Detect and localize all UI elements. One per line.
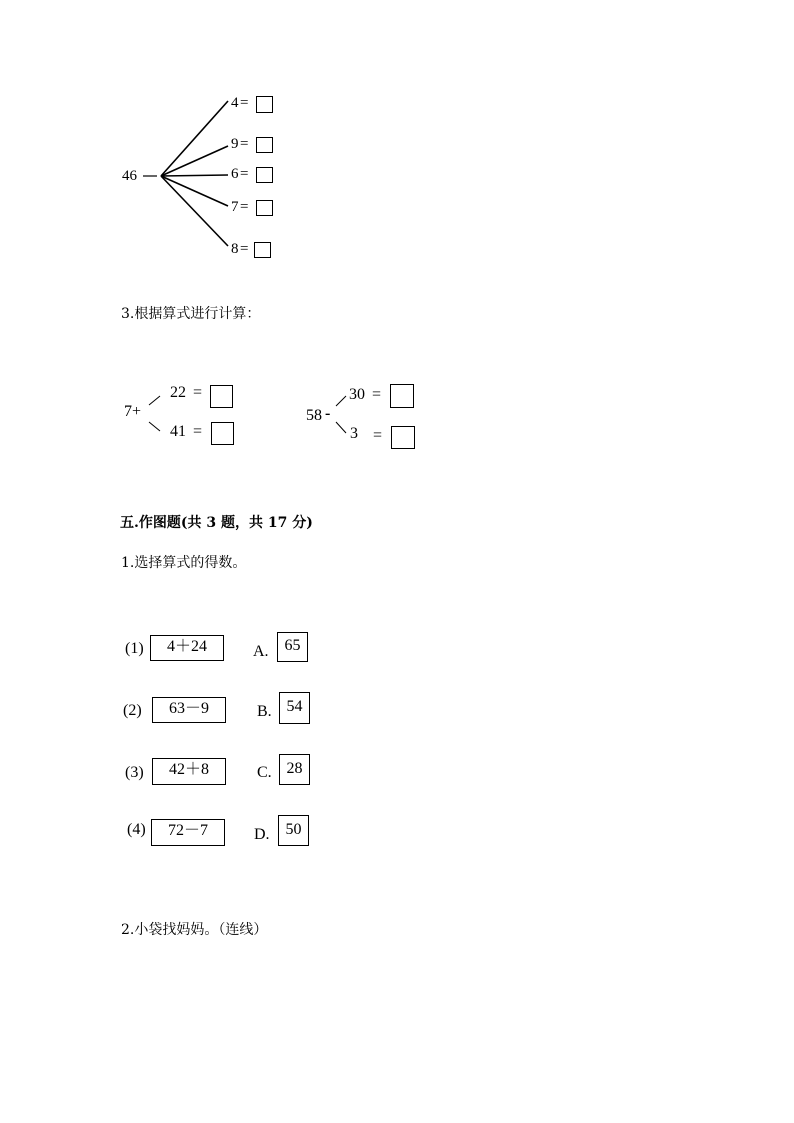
- equals-sign: =: [240, 199, 249, 215]
- equals-sign: =: [240, 136, 249, 152]
- fan-branch-number: 9: [231, 136, 239, 152]
- equals-sign: =: [240, 166, 249, 182]
- fan-branch-number: 8: [231, 241, 239, 257]
- fan-base-number: 46: [122, 168, 137, 184]
- answer-option-box[interactable]: 65: [277, 632, 308, 662]
- q3-left-bottom-number: 41: [170, 423, 186, 440]
- answer-box[interactable]: [391, 426, 415, 449]
- row-number: (2): [123, 702, 142, 719]
- equals-sign: =: [373, 427, 383, 444]
- equals-sign: =: [240, 95, 249, 111]
- expression-box[interactable]: 42＋8: [152, 758, 226, 785]
- option-letter: D.: [254, 826, 270, 843]
- q3-left-top-number: 22: [170, 384, 186, 401]
- row-number: (1): [125, 640, 144, 657]
- expression-box[interactable]: 4＋24: [150, 635, 224, 661]
- branch-line-up: [336, 396, 346, 406]
- answer-option-box[interactable]: 28: [279, 754, 310, 785]
- equals-sign: =: [193, 384, 203, 401]
- answer-box[interactable]: [390, 384, 414, 408]
- equals-sign: =: [372, 386, 382, 403]
- question-3-title: 3.根据算式进行计算：: [121, 306, 261, 322]
- option-letter: C.: [257, 764, 272, 781]
- q3-right-top-number: 30: [349, 386, 365, 403]
- branch-line-down: [336, 422, 346, 433]
- row-number: (4): [127, 821, 146, 838]
- section-5-heading: 五.作图题(共 3 题，共 17 分): [120, 515, 313, 531]
- answer-option-box[interactable]: 50: [278, 815, 309, 846]
- equals-sign: =: [240, 241, 249, 257]
- minus-sign: -: [325, 405, 331, 422]
- option-letter: B.: [257, 703, 272, 720]
- expression-box[interactable]: 63－9: [152, 697, 226, 723]
- question-2-title: 2.小袋找妈妈。（连线）: [121, 922, 268, 938]
- q3-left-base: 7+: [124, 403, 142, 420]
- q3-right-bottom-number: 3: [350, 425, 358, 442]
- q3-right-base: 58: [306, 407, 322, 424]
- option-letter: A.: [253, 643, 269, 660]
- question-1-title: 1.选择算式的得数。: [121, 555, 247, 571]
- fan-branch-number: 7: [231, 199, 239, 215]
- fan-branch-number: 6: [231, 166, 239, 182]
- expression-box[interactable]: 72－7: [151, 819, 225, 846]
- equals-sign: =: [193, 423, 203, 440]
- fan-branch-number: 4: [231, 95, 239, 111]
- row-number: (3): [125, 764, 144, 781]
- answer-option-box[interactable]: 54: [279, 692, 310, 724]
